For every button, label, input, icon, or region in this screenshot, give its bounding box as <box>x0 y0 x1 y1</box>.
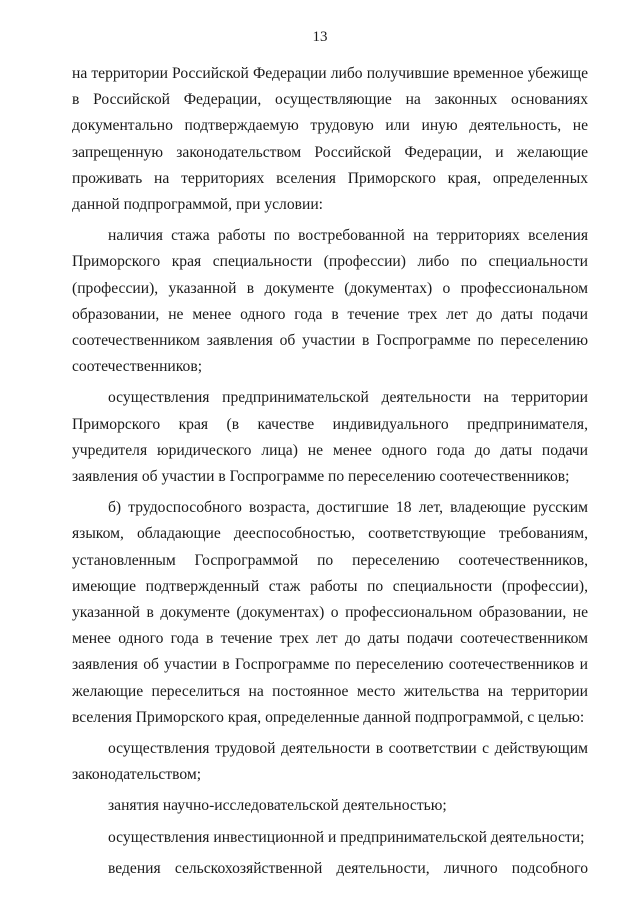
page-number: 13 <box>312 29 328 45</box>
paragraph-research: занятия научно-исследовательской деятельностью; <box>108 797 447 815</box>
paragraph-intro: на территории Российской Федерации либо получившие временное убежище в Российской Федерации, осуществляющие на законных основаниях документально подтверждаемую трудовую или иную деятельность, не запрещенную законодательством Российской Федерации, и желающие проживать на территориях вселения Приморского края, определенных данной подпрограммой, при условии: <box>72 65 588 214</box>
paragraph-agriculture: ведения сельскохозяйственной деятельности, личного подсобного <box>108 859 588 877</box>
paragraph-item-b: б) трудоспособного возраста, достигшие 18 лет, владеющие русским языком, обладающие дееспособностью, соответствующие требованиям, установленным Госпрограммой по переселению соотечественников, имеющие подтвержденный стаж работы по специальности (профессии), указанной в документе (документах) о профессиональном образовании, не менее одного года в течение трех лет до даты подачи соотечественником заявления об участии в Госпрограмме по переселению соотечественников и желающие переселиться на постоянное место жительства на территории вселения Приморского края, определенные данной подпрограммой, с целью: <box>72 499 588 726</box>
paragraph-investment: осуществления инвестиционной и предпринимательской деятельности; <box>108 828 585 846</box>
document-body <box>72 61 588 882</box>
paragraph-work-experience: наличия стажа работы по востребованной на территориях вселения Приморского края специальности (профессии) либо по специальности (профессии), указанной в документе (документах) о профессиональном образовании, не менее одного года в течение трех лет до даты подачи соотечественником заявления об участии в Госпрограмме по переселению соотечественников; <box>72 227 588 376</box>
paragraph-entrepreneurship: осуществления предпринимательской деятельности на территории Приморского края (в качестве индивидуального предпринимателя, учредителя юридического лица) не менее одного года до даты подачи заявления об участии в Госпрограмме по переселению соотечественников; <box>72 389 588 486</box>
paragraph-labor-activity: осуществления трудовой деятельности в соответствии с действующим законодательством; <box>72 740 588 784</box>
